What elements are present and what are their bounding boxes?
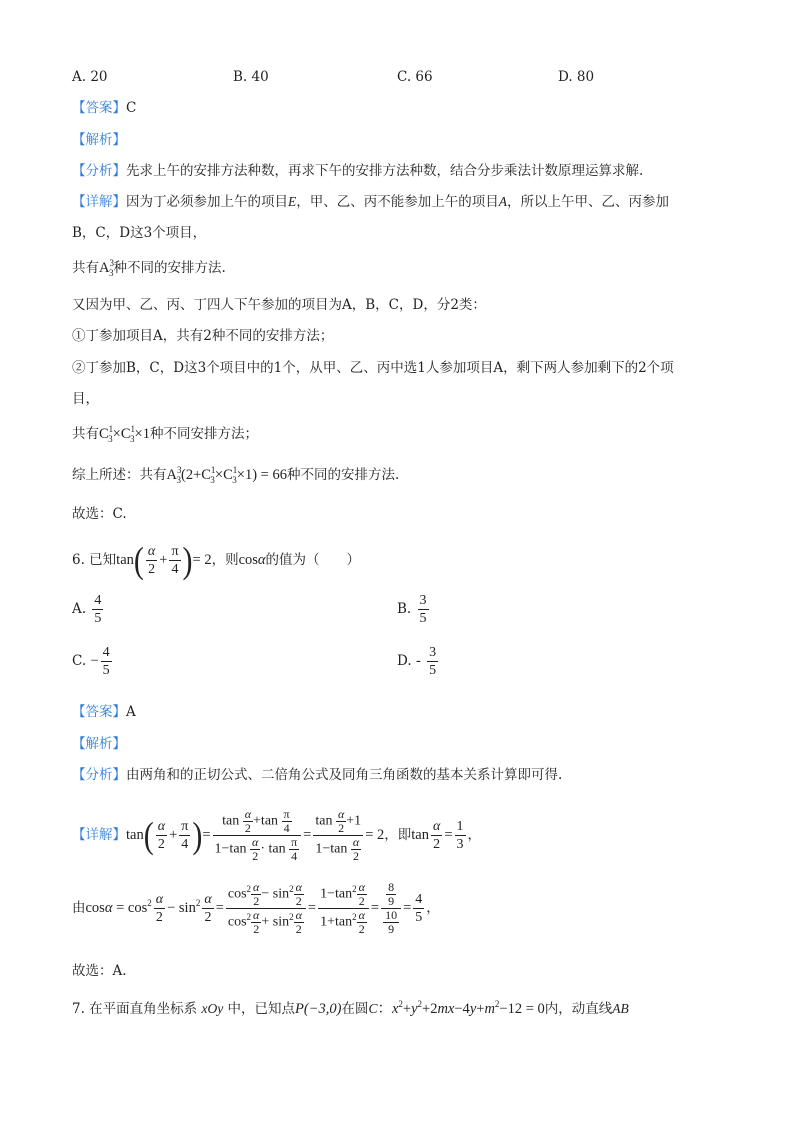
q7-stem: 7. 在平面直角坐标系 xOy 中，已知点P(−3,0)在圆C：$x^2+y^2+2mx-4y+m^2-12 = 0$内，动直线AB [72, 999, 629, 1017]
q6-conclusion: 故选：A. [72, 963, 127, 979]
math-total-66: $A^3_3(2+C^1_3\times C^1_3\times 1) = 66$ [166, 465, 287, 485]
q6-stem: 6. 已知tan( $\frac{\alpha}{2}$ + $\frac{\pi}{4}$ )= 2，则cosα的值为（ ） [72, 539, 361, 581]
q5-option-a: A. 20 [72, 69, 108, 85]
math-c31-c31: $C^1_3\times C^1_3\times 1$ [99, 424, 150, 444]
q6-option-d: D. - $\frac{3}{5}$ [397, 645, 437, 678]
q6-option-b: B. $\frac{3}{5}$ [397, 593, 427, 626]
q5-conclusion: 故选：C. [72, 506, 127, 522]
q6-detail-formula-1: 【详解】tan( $\frac{\alpha}{2}$ + $\frac{\pi}{4}$ )= tan $\frac{\alpha}{2}$ +tan $\frac{\pi}{4}$ 1−tan $\frac{\alpha}{2}$ · tan $\frac{\pi}{4}$ = tan $\frac{\alpha}{2}$ +1 1−tan $\frac{\alpha}{2}$ = 2，即tan $\frac{\alpha}{2}$ = $\frac{1}{3}$ ， [72, 807, 482, 863]
q6-option-a: A. $\frac{4}{5}$ [72, 593, 102, 626]
q5-option-b: B. 40 [233, 69, 269, 85]
q5-detail-line-2: B，C，D这3个项目， [72, 225, 207, 241]
q6-analysis-tag: 【解析】 [72, 736, 126, 752]
q5-answer-line [72, 99, 136, 117]
q6-detail-formula-2: 由$\cos\alpha = \cos^2$ $\frac{\alpha}{2}$ − $\sin^2$ $\frac{\alpha}{2}$ = $\cos^2$ $\frac{\alpha}{2}$ − $\sin^2$ $\frac{\alpha}{2}$ $\cos^2$ $\frac{\alpha}{2}$ + $\sin^2$ $\frac{\alpha}{2}$ = $1-\tan^2$ $\frac{\alpha}{2}$ $1+\tan^2$ $\frac{\alpha}{2}$ = $\frac{\frac{8}{9}}{\frac{10}{9}}$ = $\frac{4}{5}$ ， [72, 880, 440, 936]
q6-answer-line: 【答案】A [72, 704, 136, 720]
q5-detail-line-8: 综上所述：共有$A^3_3(2+C^1_3\times C^1_3\times 1) = 66$种不同的安排方法. [72, 465, 400, 485]
q5-detail-line-7: 共有$C^1_3\times C^1_3\times 1$种不同安排方法； [72, 424, 258, 444]
q5-analysis-tag: 【解析】 [72, 132, 126, 148]
q5-detail-line-4: 又因为甲、乙、丙、丁四人下午参加的项目为A，B，C，D，分2类： [72, 297, 486, 313]
q5-detail-line-5: ①丁参加项目A，共有2种不同的安排方法； [72, 328, 334, 344]
answer-tag: 【答案】 [72, 100, 126, 116]
answer-value: C [126, 100, 137, 116]
q5-detail-line-6b: 目， [72, 391, 99, 407]
q5-detail-line-6a: ②丁参加B，C，D这3个项目中的1个，从甲、乙、丙中选1人参加项目A，剩下两人参加剩下的2个项 [72, 360, 674, 376]
q6-option-c: C. − $\frac{4}{5}$ [72, 645, 110, 678]
q5-detail-line-1: 【详解】因为丁必须参加上午的项目E，甲、乙、丙不能参加上午的项目A，所以上午甲、乙、丙参加 [72, 194, 669, 210]
q5-detail-line-3: 共有$A^3_3$种不同的安排方法. [72, 258, 226, 278]
math-a33: $A^3_3$ [99, 258, 114, 278]
q5-option-d: D. 80 [558, 69, 595, 85]
q5-fenxi: 【分析】先求上午的安排方法种数，再求下午的安排方法种数，结合分步乘法计数原理运算求解. [72, 163, 644, 179]
q5-option-c: C. 66 [397, 69, 433, 85]
q6-fenxi: 【分析】由两角和的正切公式、二倍角公式及同角三角函数的基本关系计算即可得. [72, 767, 563, 783]
